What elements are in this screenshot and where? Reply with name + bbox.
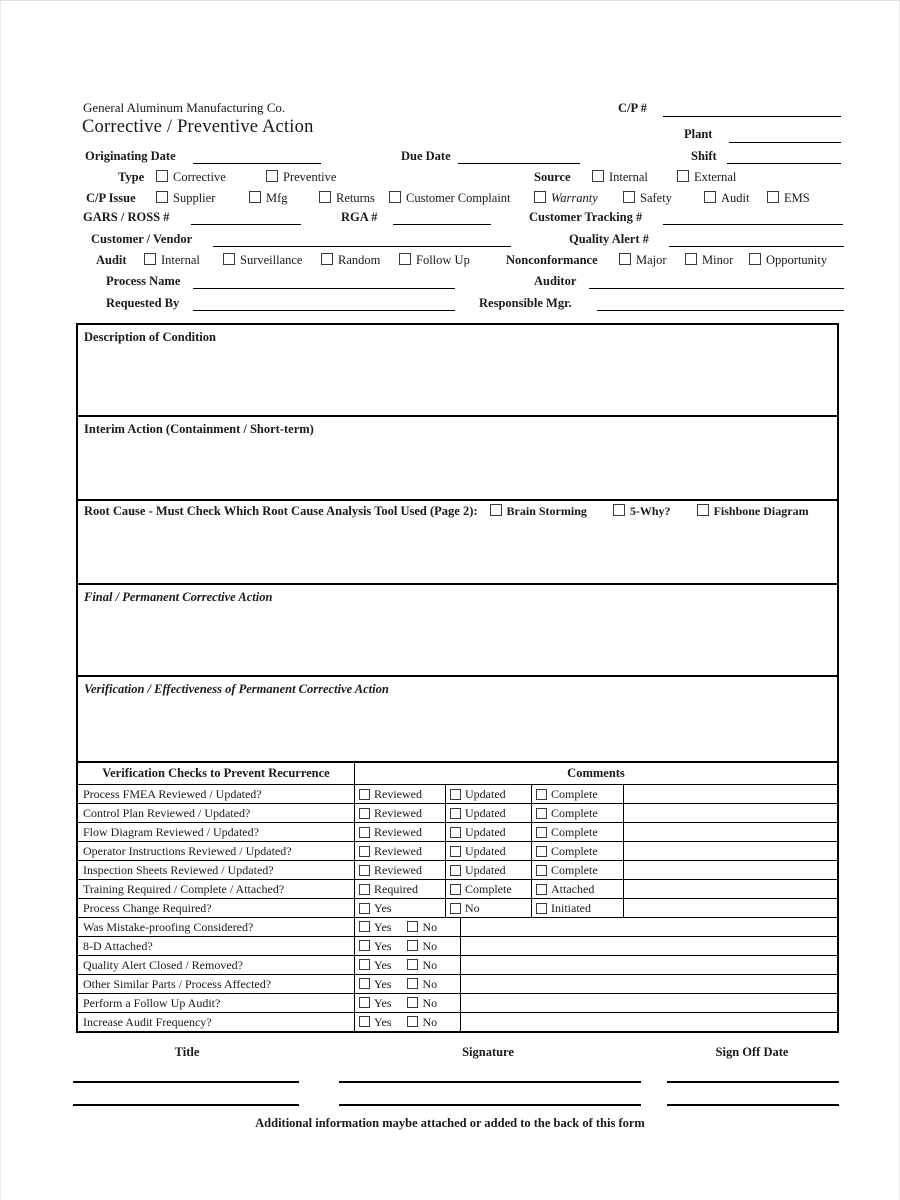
audit-internal-label: Internal xyxy=(161,253,200,267)
option-label: No xyxy=(422,919,438,934)
option-checkbox[interactable] xyxy=(450,846,461,857)
yes-no-cell xyxy=(355,956,461,974)
comment-cell[interactable] xyxy=(624,823,837,841)
comment-cell[interactable] xyxy=(624,899,837,917)
comment-cell[interactable] xyxy=(624,842,837,860)
table-row xyxy=(78,860,837,879)
option-checkbox[interactable] xyxy=(536,846,547,857)
checkbox-audit-follow-up[interactable] xyxy=(399,253,411,265)
option-cell xyxy=(532,899,624,917)
option-label: Reviewed xyxy=(374,824,422,839)
yes-no-option xyxy=(359,920,391,935)
option-cell xyxy=(532,823,624,841)
option-label: No xyxy=(422,976,438,991)
option-label: Reviewed xyxy=(374,862,422,877)
yes-no-option xyxy=(407,1015,437,1030)
table-row xyxy=(78,1012,837,1031)
source-external-label: External xyxy=(694,170,737,184)
option-checkbox[interactable] xyxy=(407,978,418,989)
option-checkbox[interactable] xyxy=(536,789,547,800)
responsible-mgr-label: Responsible Mgr. xyxy=(479,296,572,310)
option-cell xyxy=(532,804,624,822)
plant-label: Plant xyxy=(684,127,713,141)
description-of-condition-label: Description of Condition xyxy=(84,330,216,344)
option-cell xyxy=(355,880,446,898)
row-question: 8-D Attached? xyxy=(78,937,355,955)
form-title: Corrective / Preventive Action xyxy=(82,117,314,137)
signature-signoff-line[interactable] xyxy=(339,1081,641,1083)
option-label: Required xyxy=(374,881,418,896)
yes-no-option xyxy=(407,977,437,992)
option-checkbox[interactable] xyxy=(407,1016,418,1027)
process-name-label: Process Name xyxy=(106,274,181,288)
option-label: Attached xyxy=(551,881,595,896)
row-question: Process Change Required? xyxy=(78,899,355,917)
final-corrective-action-section[interactable] xyxy=(78,583,837,675)
audit-surveillance-label: Surveillance xyxy=(240,253,303,267)
customer-tracking-label: Customer Tracking # xyxy=(529,210,643,224)
audit-label: Audit xyxy=(96,253,127,267)
option-label: Complete xyxy=(551,805,598,820)
yes-no-cell xyxy=(355,975,461,993)
option-checkbox[interactable] xyxy=(536,865,547,876)
option-checkbox[interactable] xyxy=(359,978,370,989)
option-checkbox[interactable] xyxy=(407,959,418,970)
corrective-option-label: Corrective xyxy=(173,170,226,184)
option-label: Initiated xyxy=(551,900,591,915)
nonconformance-label: Nonconformance xyxy=(506,253,598,267)
shift-fill-line[interactable] xyxy=(727,163,841,164)
checkbox-brain-storming[interactable] xyxy=(490,504,502,516)
row-question: Increase Audit Frequency? xyxy=(78,1013,355,1031)
verification-checks-table xyxy=(78,761,837,1031)
yes-no-cell xyxy=(355,937,461,955)
checkbox-preventive[interactable] xyxy=(266,170,278,182)
option-label: Updated xyxy=(465,824,506,839)
audit-option-label: Audit xyxy=(721,191,750,205)
ems-option-label: EMS xyxy=(784,191,810,205)
title-signoff-line[interactable] xyxy=(73,1104,299,1106)
row-question: Quality Alert Closed / Removed? xyxy=(78,956,355,974)
customer-vendor-fill-line[interactable] xyxy=(213,246,511,247)
signature-column-header: Signature xyxy=(462,1045,514,1059)
originating-date-fill-line[interactable] xyxy=(193,163,321,164)
yes-no-option xyxy=(359,939,391,954)
responsible-mgr-fill-line[interactable] xyxy=(597,310,844,311)
final-corrective-action-label: Final / Permanent Corrective Action xyxy=(84,590,273,604)
option-cell xyxy=(532,785,624,803)
fishbone-diagram-option-label: Fishbone Diagram xyxy=(713,504,809,518)
option-label: Updated xyxy=(465,805,506,820)
checkbox-minor[interactable] xyxy=(685,253,697,265)
option-checkbox[interactable] xyxy=(359,865,370,876)
option-label: Yes xyxy=(374,919,392,934)
table-header-question: Verification Checks to Prevent Recurrence xyxy=(78,763,355,784)
option-checkbox[interactable] xyxy=(359,808,370,819)
minor-option-label: Minor xyxy=(702,253,734,267)
yes-no-option xyxy=(359,1015,391,1030)
checkbox-source-internal[interactable] xyxy=(592,170,604,182)
checkbox-major[interactable] xyxy=(619,253,631,265)
table-row xyxy=(78,822,837,841)
option-checkbox[interactable] xyxy=(536,808,547,819)
option-cell xyxy=(355,823,446,841)
company-name: General Aluminum Manufacturing Co. xyxy=(83,100,286,115)
row-question: Operator Instructions Reviewed / Updated? xyxy=(78,842,355,860)
yes-no-option xyxy=(407,958,437,973)
option-label: Yes xyxy=(374,957,392,972)
option-checkbox[interactable] xyxy=(359,997,370,1008)
mfg-option-label: Mfg xyxy=(266,191,288,205)
comment-cell[interactable] xyxy=(461,937,837,955)
option-label: No xyxy=(465,900,480,915)
yes-no-cell xyxy=(355,918,461,936)
option-label: No xyxy=(422,995,438,1010)
table-row xyxy=(78,803,837,822)
returns-option-label: Returns xyxy=(336,191,375,205)
option-label: Reviewed xyxy=(374,786,422,801)
date-signoff-line[interactable] xyxy=(667,1104,839,1106)
option-checkbox[interactable] xyxy=(359,959,370,970)
row-question: Training Required / Complete / Attached? xyxy=(78,880,355,898)
yes-no-option xyxy=(359,977,391,992)
option-checkbox[interactable] xyxy=(407,940,418,951)
option-cell xyxy=(446,861,532,879)
table-row xyxy=(78,936,837,955)
comment-cell[interactable] xyxy=(624,785,837,803)
yes-no-option xyxy=(407,996,437,1011)
option-checkbox[interactable] xyxy=(450,808,461,819)
checkbox-mfg[interactable] xyxy=(249,191,261,203)
sign-off-date-column-header: Sign Off Date xyxy=(715,1045,789,1059)
due-date-label: Due Date xyxy=(401,149,451,163)
option-label: Complete xyxy=(551,843,598,858)
option-checkbox[interactable] xyxy=(359,903,370,914)
preventive-option-label: Preventive xyxy=(283,170,337,184)
option-label: Yes xyxy=(374,995,392,1010)
title-signoff-line[interactable] xyxy=(73,1081,299,1083)
audit-random-label: Random xyxy=(338,253,381,267)
customer-vendor-label: Customer / Vendor xyxy=(91,232,193,246)
supplier-option-label: Supplier xyxy=(173,191,216,205)
option-cell xyxy=(532,861,624,879)
opportunity-option-label: Opportunity xyxy=(766,253,828,267)
source-internal-label: Internal xyxy=(609,170,648,184)
option-label: Updated xyxy=(465,862,506,877)
audit-follow-up-label: Follow Up xyxy=(416,253,470,267)
brain-storming-option-label: Brain Storming xyxy=(506,504,587,518)
gars-ross-label: GARS / ROSS # xyxy=(83,210,170,224)
option-label: Reviewed xyxy=(374,843,422,858)
checkbox-opportunity[interactable] xyxy=(749,253,761,265)
option-label: Yes xyxy=(374,938,392,953)
comment-cell[interactable] xyxy=(461,1013,837,1031)
yes-no-option xyxy=(359,996,391,1011)
option-checkbox[interactable] xyxy=(359,921,370,932)
cp-number-label: C/P # xyxy=(618,101,647,115)
root-cause-label: Root Cause - Must Check Which Root Cause Analysis Tool Used (Page 2): xyxy=(84,504,478,518)
table-row xyxy=(78,784,837,803)
table-row xyxy=(78,879,837,898)
title-column-header: Title xyxy=(174,1045,200,1059)
option-checkbox[interactable] xyxy=(450,827,461,838)
option-checkbox[interactable] xyxy=(359,827,370,838)
checkbox-audit-internal[interactable] xyxy=(144,253,156,265)
comment-cell[interactable] xyxy=(624,804,837,822)
comment-cell[interactable] xyxy=(624,880,837,898)
comment-cell[interactable] xyxy=(461,918,837,936)
warranty-option-label: Warranty xyxy=(551,191,598,205)
option-label: Complete xyxy=(551,862,598,877)
option-cell xyxy=(446,899,532,917)
signature-signoff-line[interactable] xyxy=(339,1104,641,1106)
option-cell xyxy=(532,880,624,898)
option-label: Yes xyxy=(374,900,392,915)
yes-no-option xyxy=(407,939,437,954)
gars-ross-fill-line[interactable] xyxy=(191,224,301,225)
option-checkbox[interactable] xyxy=(359,884,370,895)
five-why-option-label: 5-Why? xyxy=(629,504,671,518)
footer-note: Additional information maybe attached or added to the back of this form xyxy=(255,1116,645,1130)
option-checkbox[interactable] xyxy=(407,921,418,932)
option-cell xyxy=(355,861,446,879)
quality-alert-label: Quality Alert # xyxy=(569,232,649,246)
row-question: Other Similar Parts / Process Affected? xyxy=(78,975,355,993)
comment-cell[interactable] xyxy=(461,975,837,993)
option-cell xyxy=(446,823,532,841)
requested-by-label: Requested By xyxy=(106,296,180,310)
table-row xyxy=(78,917,837,936)
table-row xyxy=(78,898,837,917)
checkbox-returns[interactable] xyxy=(319,191,331,203)
option-checkbox[interactable] xyxy=(407,997,418,1008)
root-cause-section[interactable] xyxy=(78,499,837,583)
row-question: Flow Diagram Reviewed / Updated? xyxy=(78,823,355,841)
option-label: Reviewed xyxy=(374,805,422,820)
cp-issue-label: C/P Issue xyxy=(86,191,136,205)
option-checkbox[interactable] xyxy=(536,884,547,895)
option-label: No xyxy=(422,938,438,953)
checkbox-corrective[interactable] xyxy=(156,170,168,182)
option-checkbox[interactable] xyxy=(450,903,461,914)
plant-fill-line[interactable] xyxy=(729,142,841,143)
table-row xyxy=(78,993,837,1012)
safety-option-label: Safety xyxy=(640,191,672,205)
option-cell xyxy=(446,804,532,822)
option-checkbox[interactable] xyxy=(359,940,370,951)
option-label: Yes xyxy=(374,976,392,991)
major-option-label: Major xyxy=(636,253,667,267)
checkbox-source-external[interactable] xyxy=(677,170,689,182)
rga-label: RGA # xyxy=(341,210,378,224)
option-label: Complete xyxy=(465,881,512,896)
checkbox-5-why[interactable] xyxy=(613,504,625,516)
option-checkbox[interactable] xyxy=(450,789,461,800)
option-checkbox[interactable] xyxy=(359,846,370,857)
option-cell xyxy=(355,785,446,803)
date-signoff-line[interactable] xyxy=(667,1081,839,1083)
option-cell xyxy=(446,842,532,860)
option-label: Updated xyxy=(465,843,506,858)
checkbox-warranty[interactable] xyxy=(534,191,546,203)
option-checkbox[interactable] xyxy=(359,1016,370,1027)
customer-tracking-fill-line[interactable] xyxy=(663,224,843,225)
option-checkbox[interactable] xyxy=(450,884,461,895)
checkbox-supplier[interactable] xyxy=(156,191,168,203)
table-header-row xyxy=(78,763,837,784)
row-question: Perform a Follow Up Audit? xyxy=(78,994,355,1012)
originating-date-label: Originating Date xyxy=(85,149,176,163)
option-label: Complete xyxy=(551,786,598,801)
yes-no-option xyxy=(407,920,437,935)
row-question: Was Mistake-proofing Considered? xyxy=(78,918,355,936)
description-of-condition-section[interactable] xyxy=(78,325,837,415)
checkbox-customer-complaint[interactable] xyxy=(389,191,401,203)
yes-no-cell xyxy=(355,994,461,1012)
checkbox-fishbone-diagram[interactable] xyxy=(697,504,709,516)
due-date-fill-line[interactable] xyxy=(458,163,580,164)
comment-cell[interactable] xyxy=(461,956,837,974)
auditor-label: Auditor xyxy=(534,274,577,288)
checkbox-audit-issue[interactable] xyxy=(704,191,716,203)
option-label: No xyxy=(422,1014,438,1029)
table-header-comments: Comments xyxy=(567,766,625,780)
option-cell xyxy=(355,899,446,917)
option-cell xyxy=(355,842,446,860)
checkbox-audit-surveillance[interactable] xyxy=(223,253,235,265)
option-label: Complete xyxy=(551,824,598,839)
process-name-fill-line[interactable] xyxy=(193,288,455,289)
option-cell xyxy=(446,785,532,803)
option-checkbox[interactable] xyxy=(536,827,547,838)
checkbox-audit-random[interactable] xyxy=(321,253,333,265)
cp-number-fill-line[interactable] xyxy=(663,116,841,117)
auditor-fill-line[interactable] xyxy=(589,288,844,289)
option-cell xyxy=(355,804,446,822)
main-form-box xyxy=(76,323,839,1033)
source-label: Source xyxy=(534,170,571,184)
interim-action-section[interactable] xyxy=(78,415,837,499)
customer-complaint-option-label: Customer Complaint xyxy=(406,191,511,205)
comment-cell[interactable] xyxy=(624,861,837,879)
row-question: Inspection Sheets Reviewed / Updated? xyxy=(78,861,355,879)
verification-effectiveness-label: Verification / Effectiveness of Permanent Corrective Action xyxy=(84,682,389,696)
checkbox-ems[interactable] xyxy=(767,191,779,203)
shift-label: Shift xyxy=(691,149,717,163)
rga-fill-line[interactable] xyxy=(393,224,491,225)
yes-no-option xyxy=(359,958,391,973)
option-label: No xyxy=(422,957,438,972)
option-label: Updated xyxy=(465,786,506,801)
quality-alert-fill-line[interactable] xyxy=(669,246,844,247)
comment-cell[interactable] xyxy=(461,994,837,1012)
option-cell xyxy=(532,842,624,860)
checkbox-safety[interactable] xyxy=(623,191,635,203)
requested-by-fill-line[interactable] xyxy=(193,310,455,311)
verification-effectiveness-section[interactable] xyxy=(78,675,837,761)
yes-no-cell xyxy=(355,1013,461,1031)
table-row xyxy=(78,974,837,993)
option-checkbox[interactable] xyxy=(536,903,547,914)
interim-action-label: Interim Action (Containment / Short-term) xyxy=(84,422,314,436)
row-question: Process FMEA Reviewed / Updated? xyxy=(78,785,355,803)
table-row xyxy=(78,955,837,974)
table-row xyxy=(78,841,837,860)
row-question: Control Plan Reviewed / Updated? xyxy=(78,804,355,822)
option-checkbox[interactable] xyxy=(359,789,370,800)
type-label: Type xyxy=(118,170,145,184)
option-cell xyxy=(446,880,532,898)
option-label: Yes xyxy=(374,1014,392,1029)
option-checkbox[interactable] xyxy=(450,865,461,876)
